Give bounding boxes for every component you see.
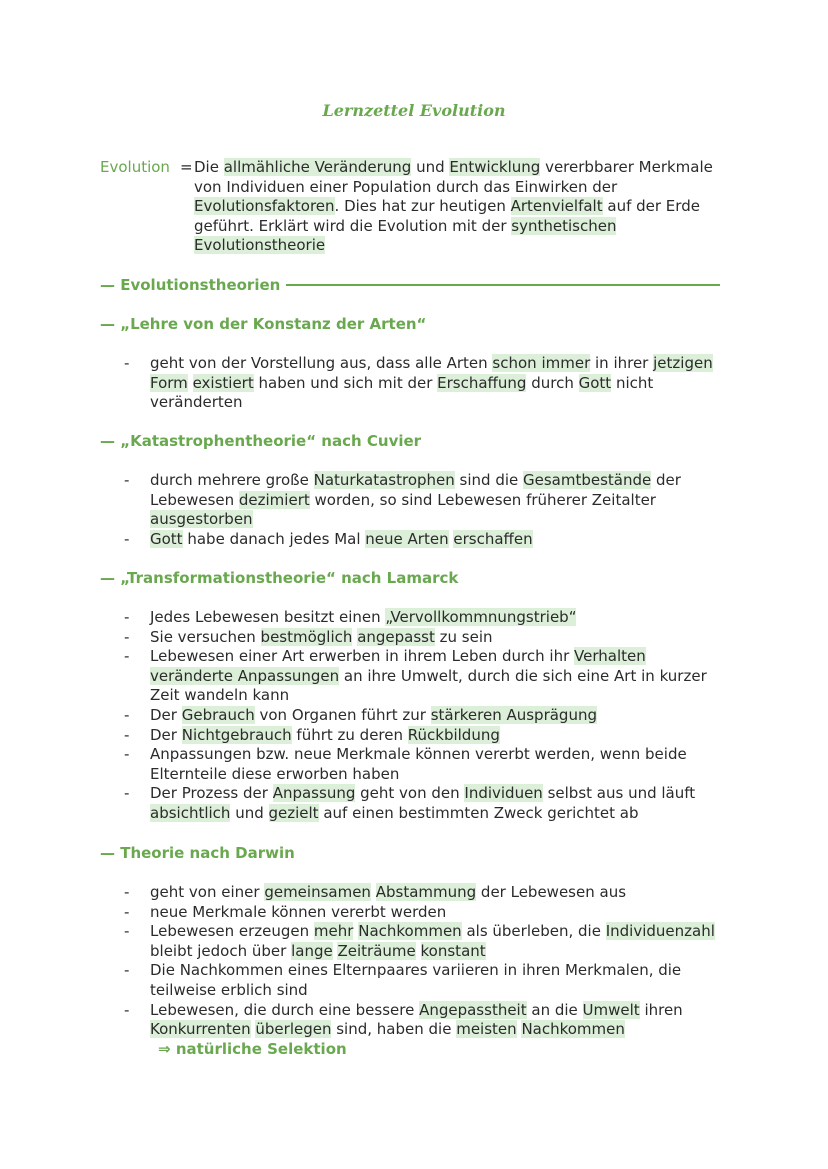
highlighted-term: überlegen [255, 1020, 332, 1039]
highlighted-term: Anpassung [272, 784, 356, 803]
highlighted-term: Erschaffung [437, 373, 527, 392]
list-item [122, 530, 732, 550]
list-item [122, 354, 732, 413]
text-fragment: Der Prozess der [150, 784, 273, 803]
text-fragment: vererbbarer Merkmale von Individuen einer Population durch das Einwirken der [194, 158, 713, 196]
list-item [122, 961, 732, 1000]
text-fragment: Lebewesen, die durch eine bessere [150, 1000, 420, 1019]
highlighted-term: Gesamtbestände [523, 471, 652, 489]
text-fragment [371, 883, 376, 901]
highlighted-term: Entwicklung [449, 158, 541, 176]
text-fragment: Der [150, 705, 182, 724]
highlighted-term: Rückbildung [407, 725, 500, 744]
highlighted-term: Nachkommen [521, 1020, 625, 1039]
highlighted-term: Gott [578, 373, 612, 392]
list-item [122, 608, 732, 628]
text-fragment: bleibt jedoch über [150, 941, 292, 960]
text-fragment [416, 942, 421, 960]
section-heading-lamarck: — „Transformationstheorie“ nach Lamarck [100, 569, 459, 587]
highlighted-term: allmähliche Veränderung [223, 158, 412, 176]
text-fragment: Sie versuchen [150, 627, 261, 646]
highlighted-term: Verhalten [574, 647, 646, 666]
bullet-list-konstanz [122, 354, 732, 413]
conclusion [158, 1040, 347, 1058]
text-fragment: Lebewesen einer Art erwerben in ihrem Leben durch ihr [150, 647, 575, 666]
highlighted-term: bestmöglich [260, 627, 353, 646]
highlighted-term: ausgestorben [150, 510, 253, 529]
text-fragment: und [411, 158, 450, 176]
section-heading-cuvier: — „Katastrophentheorie“ nach Cuvier [100, 432, 422, 450]
definition-term: Evolution [100, 158, 170, 176]
list-item [122, 745, 732, 784]
text-fragment: Die Nachkommen eines Elternpaares variieren in ihren Merkmalen, die teilweise erblich sind [150, 961, 682, 999]
highlighted-term: Zeiträume [337, 941, 416, 960]
conclusion-arrow-icon: ⇒ [158, 1040, 171, 1058]
highlighted-term: Gott [150, 529, 183, 548]
definition-equals: = [180, 158, 193, 176]
list-item [122, 706, 732, 726]
text-fragment: sind, haben die [331, 1020, 457, 1039]
text-fragment: Lebewesen erzeugen [150, 922, 314, 941]
text-fragment: an die [526, 1000, 583, 1019]
text-fragment: der Lebewesen aus [476, 883, 627, 901]
section-heading-darwin: — Theorie nach Darwin [100, 844, 295, 862]
definition-text [194, 158, 740, 256]
highlighted-term: lange [291, 941, 333, 960]
highlighted-term: Naturkatastrophen [313, 471, 455, 489]
list-item [122, 647, 732, 706]
text-fragment: und [230, 803, 269, 822]
highlighted-term: Individuen [464, 784, 543, 803]
heading-rule-line [286, 284, 720, 286]
highlighted-term: Artenvielfalt [510, 197, 603, 216]
highlighted-term: mehr [313, 922, 354, 941]
highlighted-term: veränderte Anpassungen [150, 666, 340, 685]
highlighted-term: Evolutionsfaktoren [194, 197, 335, 216]
text-fragment: worden, so sind Lebewesen früherer Zeitalter [309, 490, 656, 509]
text-fragment: führt zu deren [291, 725, 408, 744]
highlighted-term: stärkeren Ausprägung [430, 705, 597, 724]
highlighted-term: existiert [192, 373, 254, 392]
list-item [122, 1001, 732, 1040]
text-fragment: sind die [454, 471, 523, 489]
text-fragment: nicht veränderten [150, 373, 654, 412]
highlighted-term: Nachkommen [358, 922, 462, 941]
highlighted-term: „Vervollkommnungstrieb“ [385, 608, 577, 626]
text-fragment: Jedes Lebewesen besitzt einen [150, 608, 386, 626]
list-item [122, 903, 732, 923]
page-title: Lernzettel Evolution [322, 101, 506, 120]
highlighted-term: dezimiert [238, 490, 310, 509]
text-fragment: als überleben, die [461, 922, 606, 941]
highlighted-term: schon immer [492, 354, 591, 372]
text-fragment: habe danach jedes Mal [182, 529, 366, 548]
text-fragment: geht von einer [150, 883, 265, 901]
highlighted-term: gemeinsamen [264, 883, 371, 901]
highlighted-term: Nichtgebrauch [181, 725, 292, 744]
highlighted-term: Individuenzahl [605, 922, 715, 941]
text-fragment: von Organen führt zur [254, 705, 431, 724]
text-fragment [188, 374, 193, 392]
list-item [122, 628, 732, 648]
highlighted-term: Abstammung [375, 883, 477, 901]
highlighted-term: synthetischen Evolutionstheorie [194, 216, 617, 255]
text-fragment: durch mehrere große [150, 471, 314, 489]
text-fragment: auf der Erde geführt. Erklärt wird die Evolution mit der [194, 197, 700, 235]
text-fragment: geht von der Vorstellung aus, dass alle Arten [150, 354, 493, 372]
text-fragment: auf einen bestimmten Zweck gerichtet ab [318, 803, 639, 822]
text-fragment: ihren [639, 1000, 683, 1019]
main-heading-text: — Evolutionstheorien [100, 276, 281, 294]
text-fragment: an ihre Umwelt, durch die sich eine Art in kurzer Zeit wandeln kann [150, 666, 707, 705]
highlighted-term: absichtlich [150, 803, 231, 822]
main-heading [100, 276, 720, 294]
highlighted-term: meisten [456, 1020, 517, 1039]
definition-block [100, 158, 740, 256]
text-fragment: in ihrer [590, 354, 654, 372]
highlighted-term: Gebrauch [181, 705, 255, 724]
text-fragment: zu sein [434, 627, 493, 646]
text-fragment: selbst aus und läuft [542, 784, 696, 803]
bullet-list-cuvier [122, 471, 732, 549]
highlighted-term: jetzigen Form [150, 354, 713, 392]
highlighted-term: konstant [420, 941, 486, 960]
highlighted-term: Umwelt [582, 1000, 640, 1019]
text-fragment: neue Merkmale können vererbt werden [150, 902, 447, 921]
highlighted-term: erschaffen [453, 529, 533, 548]
list-item [122, 784, 732, 823]
text-fragment: haben und sich mit der [253, 373, 438, 392]
text-fragment: Anpassungen bzw. neue Merkmale können vererbt werden, wenn beide Elternteile diese erworben haben [150, 745, 687, 783]
list-item [122, 883, 732, 903]
list-item [122, 726, 732, 746]
highlighted-term: Angepasstheit [419, 1000, 527, 1019]
highlighted-term: gezielt [268, 803, 319, 822]
highlighted-term: Konkurrenten [150, 1020, 251, 1039]
conclusion-text: natürliche Selektion [175, 1040, 347, 1058]
highlighted-term: neue Arten [365, 529, 449, 548]
text-fragment: geht von den [355, 784, 465, 803]
text-fragment: der Lebewesen [150, 471, 681, 509]
bullet-list-darwin [122, 883, 732, 1040]
list-item [122, 471, 732, 530]
text-fragment: Der [150, 725, 182, 744]
highlighted-term: angepasst [357, 627, 435, 646]
section-heading-konstanz: — „Lehre von der Konstanz der Arten“ [100, 315, 427, 333]
list-item [122, 922, 732, 961]
text-fragment: . Dies hat zur heutigen [334, 197, 511, 216]
text-fragment: durch [526, 373, 579, 392]
text-fragment: Die [194, 158, 224, 176]
bullet-list-lamarck [122, 608, 732, 824]
